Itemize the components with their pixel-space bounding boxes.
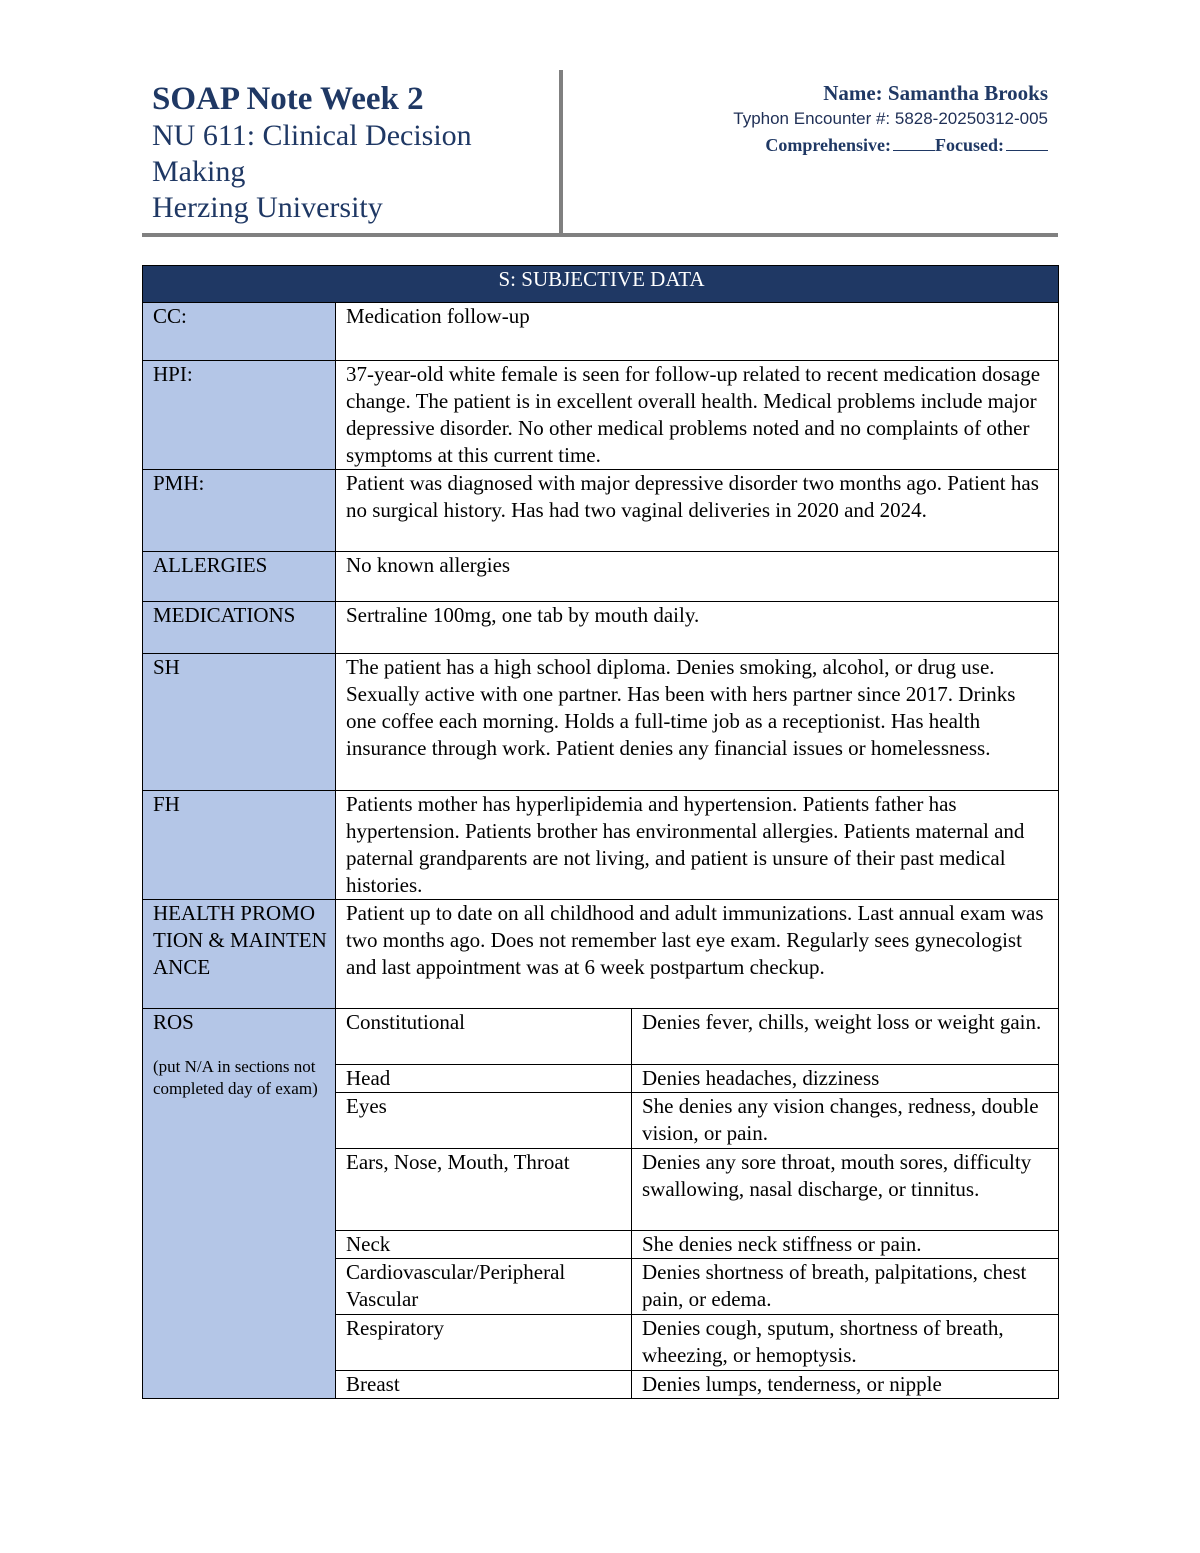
ros-system: Eyes: [336, 1093, 632, 1149]
ros-system: Cardiovascular/Peripheral Vascular: [336, 1259, 632, 1315]
table-row: [143, 361, 1059, 470]
ros-note: (put N/A in sections not completed day of exam): [153, 1057, 318, 1098]
typhon-encounter: Typhon Encounter #: 5828-20250312-005: [733, 109, 1048, 128]
comprehensive-label: Comprehensive:: [765, 135, 891, 155]
row-label-allergies: ALLERGIES: [143, 552, 336, 602]
university-name: Herzing University: [152, 191, 383, 224]
header-left-block: [152, 80, 552, 226]
row-value-cc: Medication follow-up: [336, 303, 1059, 361]
ros-finding: She denies any vision changes, redness, double vision, or pain.: [632, 1093, 1059, 1149]
row-value-health-promotion: Patient up to date on all childhood and adult immunizations. Last annual exam was two months ago. Does not remember last eye exam. Regularly sees gynecologist and last appointment was at 6 week postpartum checkup.: [336, 900, 1059, 1009]
ros-finding: Denies any sore throat, mouth sores, difficulty swallowing, nasal discharge, or tinnitus.: [632, 1149, 1059, 1231]
ros-system: Constitutional: [336, 1009, 632, 1065]
row-value-medications: Sertraline 100mg, one tab by mouth daily.: [336, 602, 1059, 654]
ros-system: Respiratory: [336, 1315, 632, 1371]
document-title: SOAP Note Week 2: [152, 81, 424, 117]
row-label-health-promotion: HEALTH PROMOTION & MAINTENANCE: [143, 900, 336, 1009]
ros-finding: Denies fever, chills, weight loss or weight gain.: [632, 1009, 1059, 1065]
section-header-subjective: S: SUBJECTIVE DATA: [143, 266, 1059, 303]
row-label-sh: SH: [143, 654, 336, 791]
table-row: [143, 552, 1059, 602]
row-value-hpi: 37-year-old white female is seen for follow-up related to recent medication dosage change. The patient is in excellent overall health. Medical problems include major depressive disorder. No other medical problems noted and no complaints of other symptoms at this current time.: [336, 361, 1059, 470]
header-horizontal-divider: [142, 233, 1058, 237]
ros-finding: She denies neck stiffness or pain.: [632, 1231, 1059, 1259]
student-name: Name: Samantha Brooks: [823, 81, 1048, 105]
encounter-type: [733, 132, 1048, 158]
ros-label-cell: [143, 1009, 336, 1399]
table-row: [143, 791, 1059, 900]
focused-blank: [1006, 134, 1048, 151]
header-vertical-divider: [559, 70, 563, 234]
ros-finding: Denies headaches, dizziness: [632, 1065, 1059, 1093]
table-row: [143, 1009, 1059, 1065]
table-row: [143, 470, 1059, 552]
comprehensive-blank: [893, 134, 935, 151]
table-row: [143, 900, 1059, 1009]
ros-finding: Denies cough, sputum, shortness of breath, wheezing, or hemoptysis.: [632, 1315, 1059, 1371]
row-label-cc: CC:: [143, 303, 336, 361]
ros-finding: Denies shortness of breath, palpitations, chest pain, or edema.: [632, 1259, 1059, 1315]
table-row: [143, 602, 1059, 654]
ros-label: ROS: [153, 1010, 194, 1034]
row-value-allergies: No known allergies: [336, 552, 1059, 602]
row-label-medications: MEDICATIONS: [143, 602, 336, 654]
table-row: [143, 303, 1059, 361]
course-name: NU 611: Clinical Decision Making: [152, 119, 472, 188]
ros-system: Head: [336, 1065, 632, 1093]
row-label-hpi: HPI:: [143, 361, 336, 470]
row-label-pmh: PMH:: [143, 470, 336, 552]
document-header: [142, 70, 1058, 238]
row-value-sh: The patient has a high school diploma. Denies smoking, alcohol, or drug use. Sexually active with one partner. Has been with hers partner since 2017. Drinks one coffee each morning. Holds a full-time job as a receptionist. Has health insurance through work. Patient denies any financial issues or homelessness.: [336, 654, 1059, 791]
header-right-block: [733, 80, 1048, 158]
table-row: [143, 654, 1059, 791]
ros-system: Neck: [336, 1231, 632, 1259]
ros-system: Breast: [336, 1371, 632, 1399]
ros-finding: Denies lumps, tenderness, or nipple: [632, 1371, 1059, 1399]
subjective-table: [142, 265, 1059, 1399]
row-value-fh: Patients mother has hyperlipidemia and hypertension. Patients father has hypertension. Patients brother has environmental allergies. Patients maternal and paternal grandparents are not living, and patient is unsure of their past medical histories.: [336, 791, 1059, 900]
ros-system: Ears, Nose, Mouth, Throat: [336, 1149, 632, 1231]
focused-label: Focused:: [935, 135, 1004, 155]
row-value-pmh: Patient was diagnosed with major depressive disorder two months ago. Patient has no surgical history. Has had two vaginal deliveries in 2020 and 2024.: [336, 470, 1059, 552]
row-label-fh: FH: [143, 791, 336, 900]
